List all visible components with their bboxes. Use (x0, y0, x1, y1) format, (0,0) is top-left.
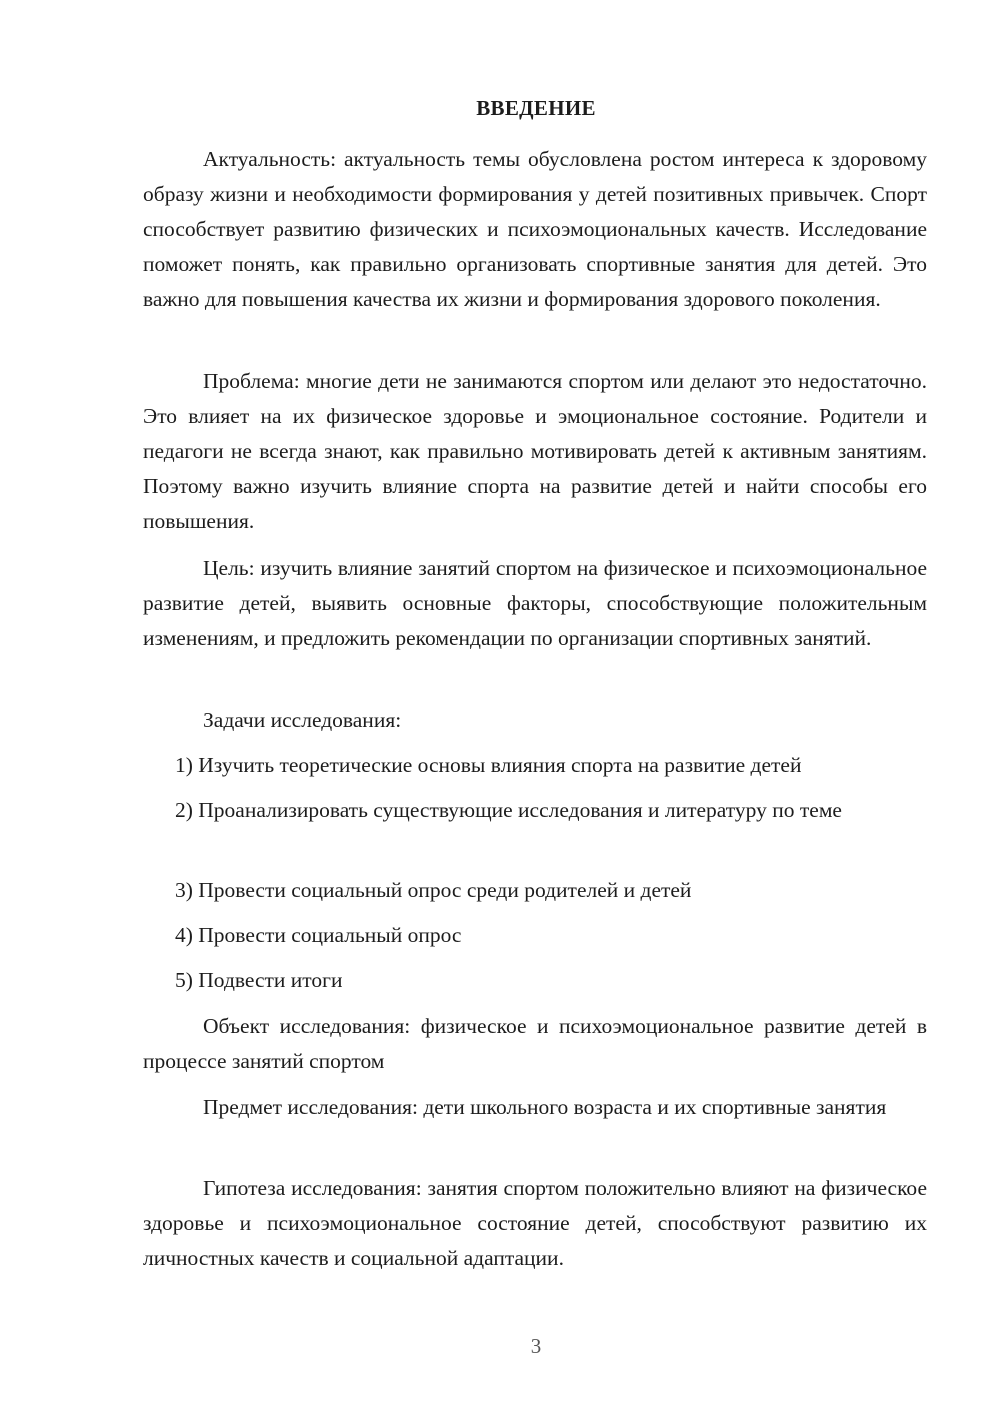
paragraph-subject: Предмет исследования: дети школьного возраста и их спортивные занятия (203, 1095, 887, 1119)
task-item: 3) Провести социальный опрос среди родителей и детей (175, 878, 692, 902)
task-item: 1) Изучить теоретические основы влияния спорта на развитие детей (175, 753, 802, 777)
tasks-title: Задачи исследования: (203, 708, 402, 732)
task-item: 5) Подвести итоги (175, 968, 343, 992)
paragraph-relevance: Актуальность: актуальность темы обусловлена ростом интереса к здоровому образу жизни и необходимости формирования у детей позитивных привычек. Спорт способствует развитию физических и психоэмоциональных качеств. Исследование поможет понять, как правильно организовать спортивные занятия для детей. Это важно для повышения качества их жизни и формирования здорового поколения. (143, 147, 927, 311)
task-item: 2) Проанализировать существующие исследования и литературу по теме (175, 798, 842, 822)
page-number: 3 (530, 1334, 542, 1358)
task-item: 4) Провести социальный опрос (175, 923, 462, 947)
paragraph-object: Объект исследования: физическое и психоэмоциональное развитие детей в процессе занятий спортом (143, 1014, 927, 1073)
paragraph-problem: Проблема: многие дети не занимаются спортом или делают это недостаточно. Это влияет на их физическое здоровье и эмоциональное состояние. Родители и педагоги не всегда знают, как правильно мотивировать детей к активным занятиям. Поэтому важно изучить влияние спорта на развитие детей и найти способы его повышения. (143, 369, 927, 533)
section-heading: ВВЕДЕНИЕ (476, 96, 596, 120)
paragraph-hypothesis: Гипотеза исследования: занятия спортом положительно влияют на физическое здоровье и психоэмоциональное состояние детей, способствуют развитию их личностных качеств и социальной адаптации. (143, 1176, 927, 1270)
paragraph-goal: Цель: изучить влияние занятий спортом на физическое и психоэмоциональное развитие детей, выявить основные факторы, способствующие положительным изменениям, и предложить рекомендации по организации спортивных занятий. (143, 556, 927, 650)
